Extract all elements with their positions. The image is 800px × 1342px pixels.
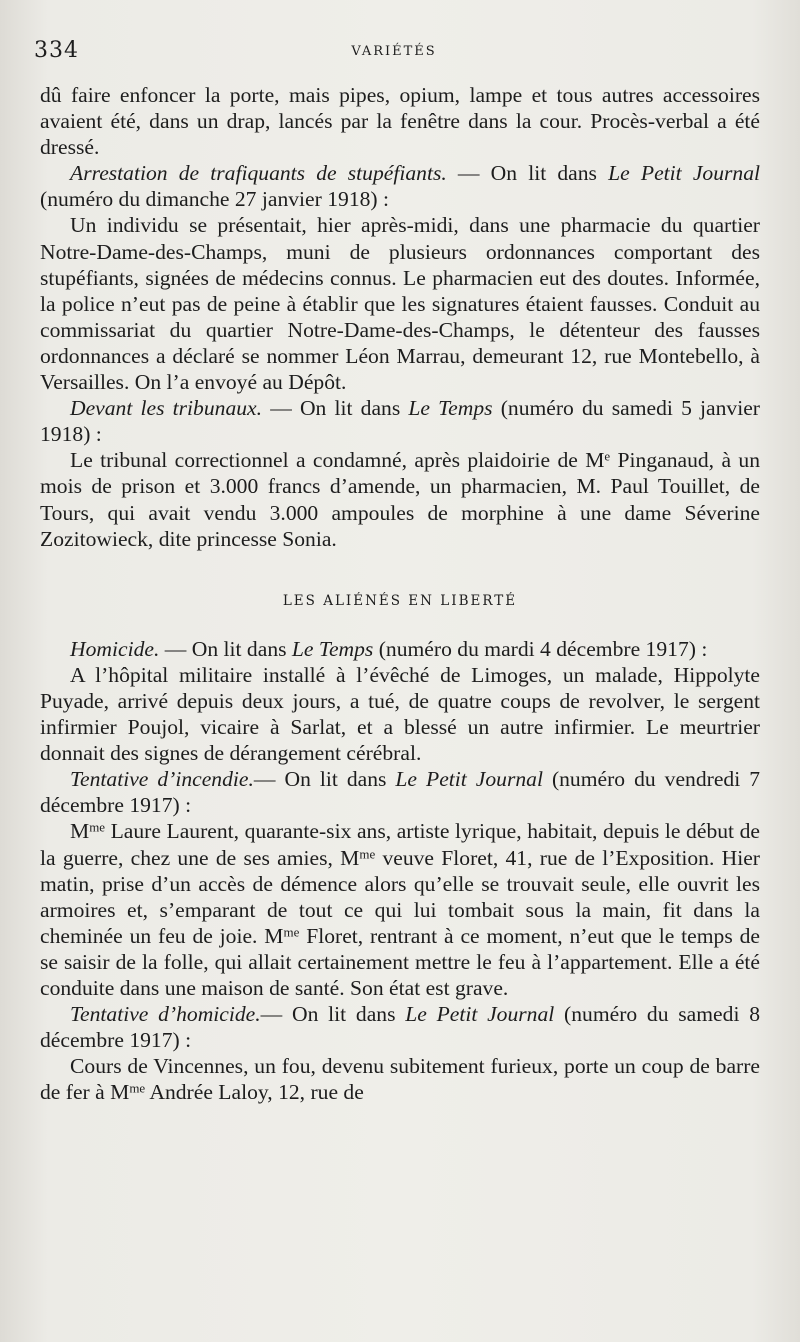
article-title: Tentative d’homicide. (70, 1002, 261, 1027)
paragraph-text: (numéro du samedi 5 janvier 1918) : (40, 396, 760, 447)
paragraph-text: Andrée Laloy, 12, rue de (145, 1080, 364, 1105)
newspaper-name: Le Temps (408, 396, 493, 421)
article-title: Devant les tribunaux. (70, 396, 263, 421)
superscript: me (129, 1080, 146, 1096)
newspaper-name: Le Temps (291, 636, 374, 661)
paragraph-text: Pinganaud, à un mois de prison et 3.000 francs d’amende, un pharmacien, M. Paul Touillet, de Tours, qui avait vendu 3.000 ampoules de morphine à une dame Séverine Zozitowieck, dite princesse Sonia. (40, 448, 761, 551)
paragraph-text: (numéro du mardi 4 décembre 1917) : (373, 636, 708, 661)
paragraph-text: Laure Laurent, quarante-six ans, artiste lyrique, habitait, depuis le début de la guerre, chez une de ses amies, M (40, 819, 760, 870)
paragraph-text: dû faire enfoncer la porte, mais pipes, opium, lampe et tous autres accessoires avaient été, dans un drap, lancés par la fenêtre dans la cour. Procès-verbal a été dressé. (40, 83, 760, 160)
page-body (40, 82, 760, 1105)
paragraph-10 (40, 1001, 760, 1053)
running-title: VARIÉTÉS (351, 44, 437, 59)
superscript: me (283, 924, 300, 940)
paragraph-text: (numéro du samedi 8 décembre 1917) : (40, 1002, 760, 1053)
section-heading: LES ALIÉNÉS EN LIBERTÉ (282, 592, 518, 609)
paragraph-1 (40, 82, 760, 160)
paragraph-8 (40, 766, 760, 818)
newspaper-name: Le Petit Journal (608, 161, 760, 186)
paragraph-text: Cours de Vincennes, un fou, devenu subitement furieux, porte un coup de barre de fer à M (40, 1054, 760, 1105)
paragraph-text: Un individu se présentait, hier après-midi, dans une pharmacie du quartier Notre-Dame-des-Champs, muni de plusieurs ordonnances comportant des stupéfiants, signées de médecins connus. Le pharmacien eut des doutes. Informée, la police n’eut pas de peine à établir que les signatures étaient fausses. Conduit au commissariat du quartier Notre-Dame-des-Champs, le détenteur des fausses ordonnances a déclaré se nommer Léon Marrau, demeurant 12, rue Montebello, à Versailles. On l’a envoyé au Dépôt. (40, 213, 760, 395)
paragraph-text: M (70, 819, 90, 844)
paragraph-11 (40, 1053, 760, 1105)
page-number: 334 (34, 38, 79, 63)
paragraph-6 (40, 636, 760, 662)
superscript: me (359, 846, 376, 862)
paragraph-text: — On lit dans (446, 161, 609, 186)
paragraph-4 (40, 395, 760, 447)
paragraph-text: — On lit dans (159, 636, 292, 661)
paragraph-7 (40, 662, 760, 766)
superscript: me (89, 819, 106, 835)
paragraph-9 (40, 818, 760, 1001)
article-title: Arrestation de trafiquants de stupéfiants. (70, 161, 447, 186)
page-header (34, 38, 754, 68)
paragraph-2 (40, 160, 760, 212)
paragraph-text: (numéro du vendredi 7 décembre 1917) : (40, 767, 760, 818)
paragraph-5 (40, 447, 760, 551)
paragraph-text: Le tribunal correctionnel a condamné, après plaidoirie de M (70, 448, 605, 473)
paragraph-text: Floret, rentrant à ce moment, n’eut que le temps de se saisir de la folle, qui allait certainement mettre le feu à l’appartement. Elle a été conduite dans une maison de santé. Son état est grave. (40, 923, 760, 1000)
newspaper-name: Le Petit Journal (395, 767, 543, 792)
paragraph-text: veuve Floret, 41, rue de l’Exposition. Hier matin, prise d’un accès de démence alors qu’elle se trouvait seule, elle ouvrit les armoires et, s’emparant de tout ce qui lui tombait sous la main, fit dans la cheminée un feu de joie. M (40, 845, 760, 948)
paragraph-3 (40, 212, 760, 395)
paragraph-text: — On lit dans (253, 767, 396, 792)
paragraph-text: A l’hôpital militaire installé à l’évêché de Limoges, un malade, Hippolyte Puyade, arrivé depuis deux jours, a tué, de quatre coups de revolver, le sergent infirmier Poujol, vicaire à Sarlat, et a blessé un autre infirmier. Le meurtrier donnait des signes de dérangement cérébral. (40, 662, 760, 766)
newspaper-name: Le Petit Journal (405, 1002, 555, 1027)
superscript: e (604, 448, 611, 464)
paragraph-text: (numéro du dimanche 27 janvier 1918) : (40, 187, 390, 212)
article-title: Homicide. (70, 636, 160, 661)
article-title: Tentative d’incendie. (70, 767, 254, 792)
paragraph-text: — On lit dans (262, 396, 409, 421)
paragraph-text: — On lit dans (260, 1002, 406, 1027)
